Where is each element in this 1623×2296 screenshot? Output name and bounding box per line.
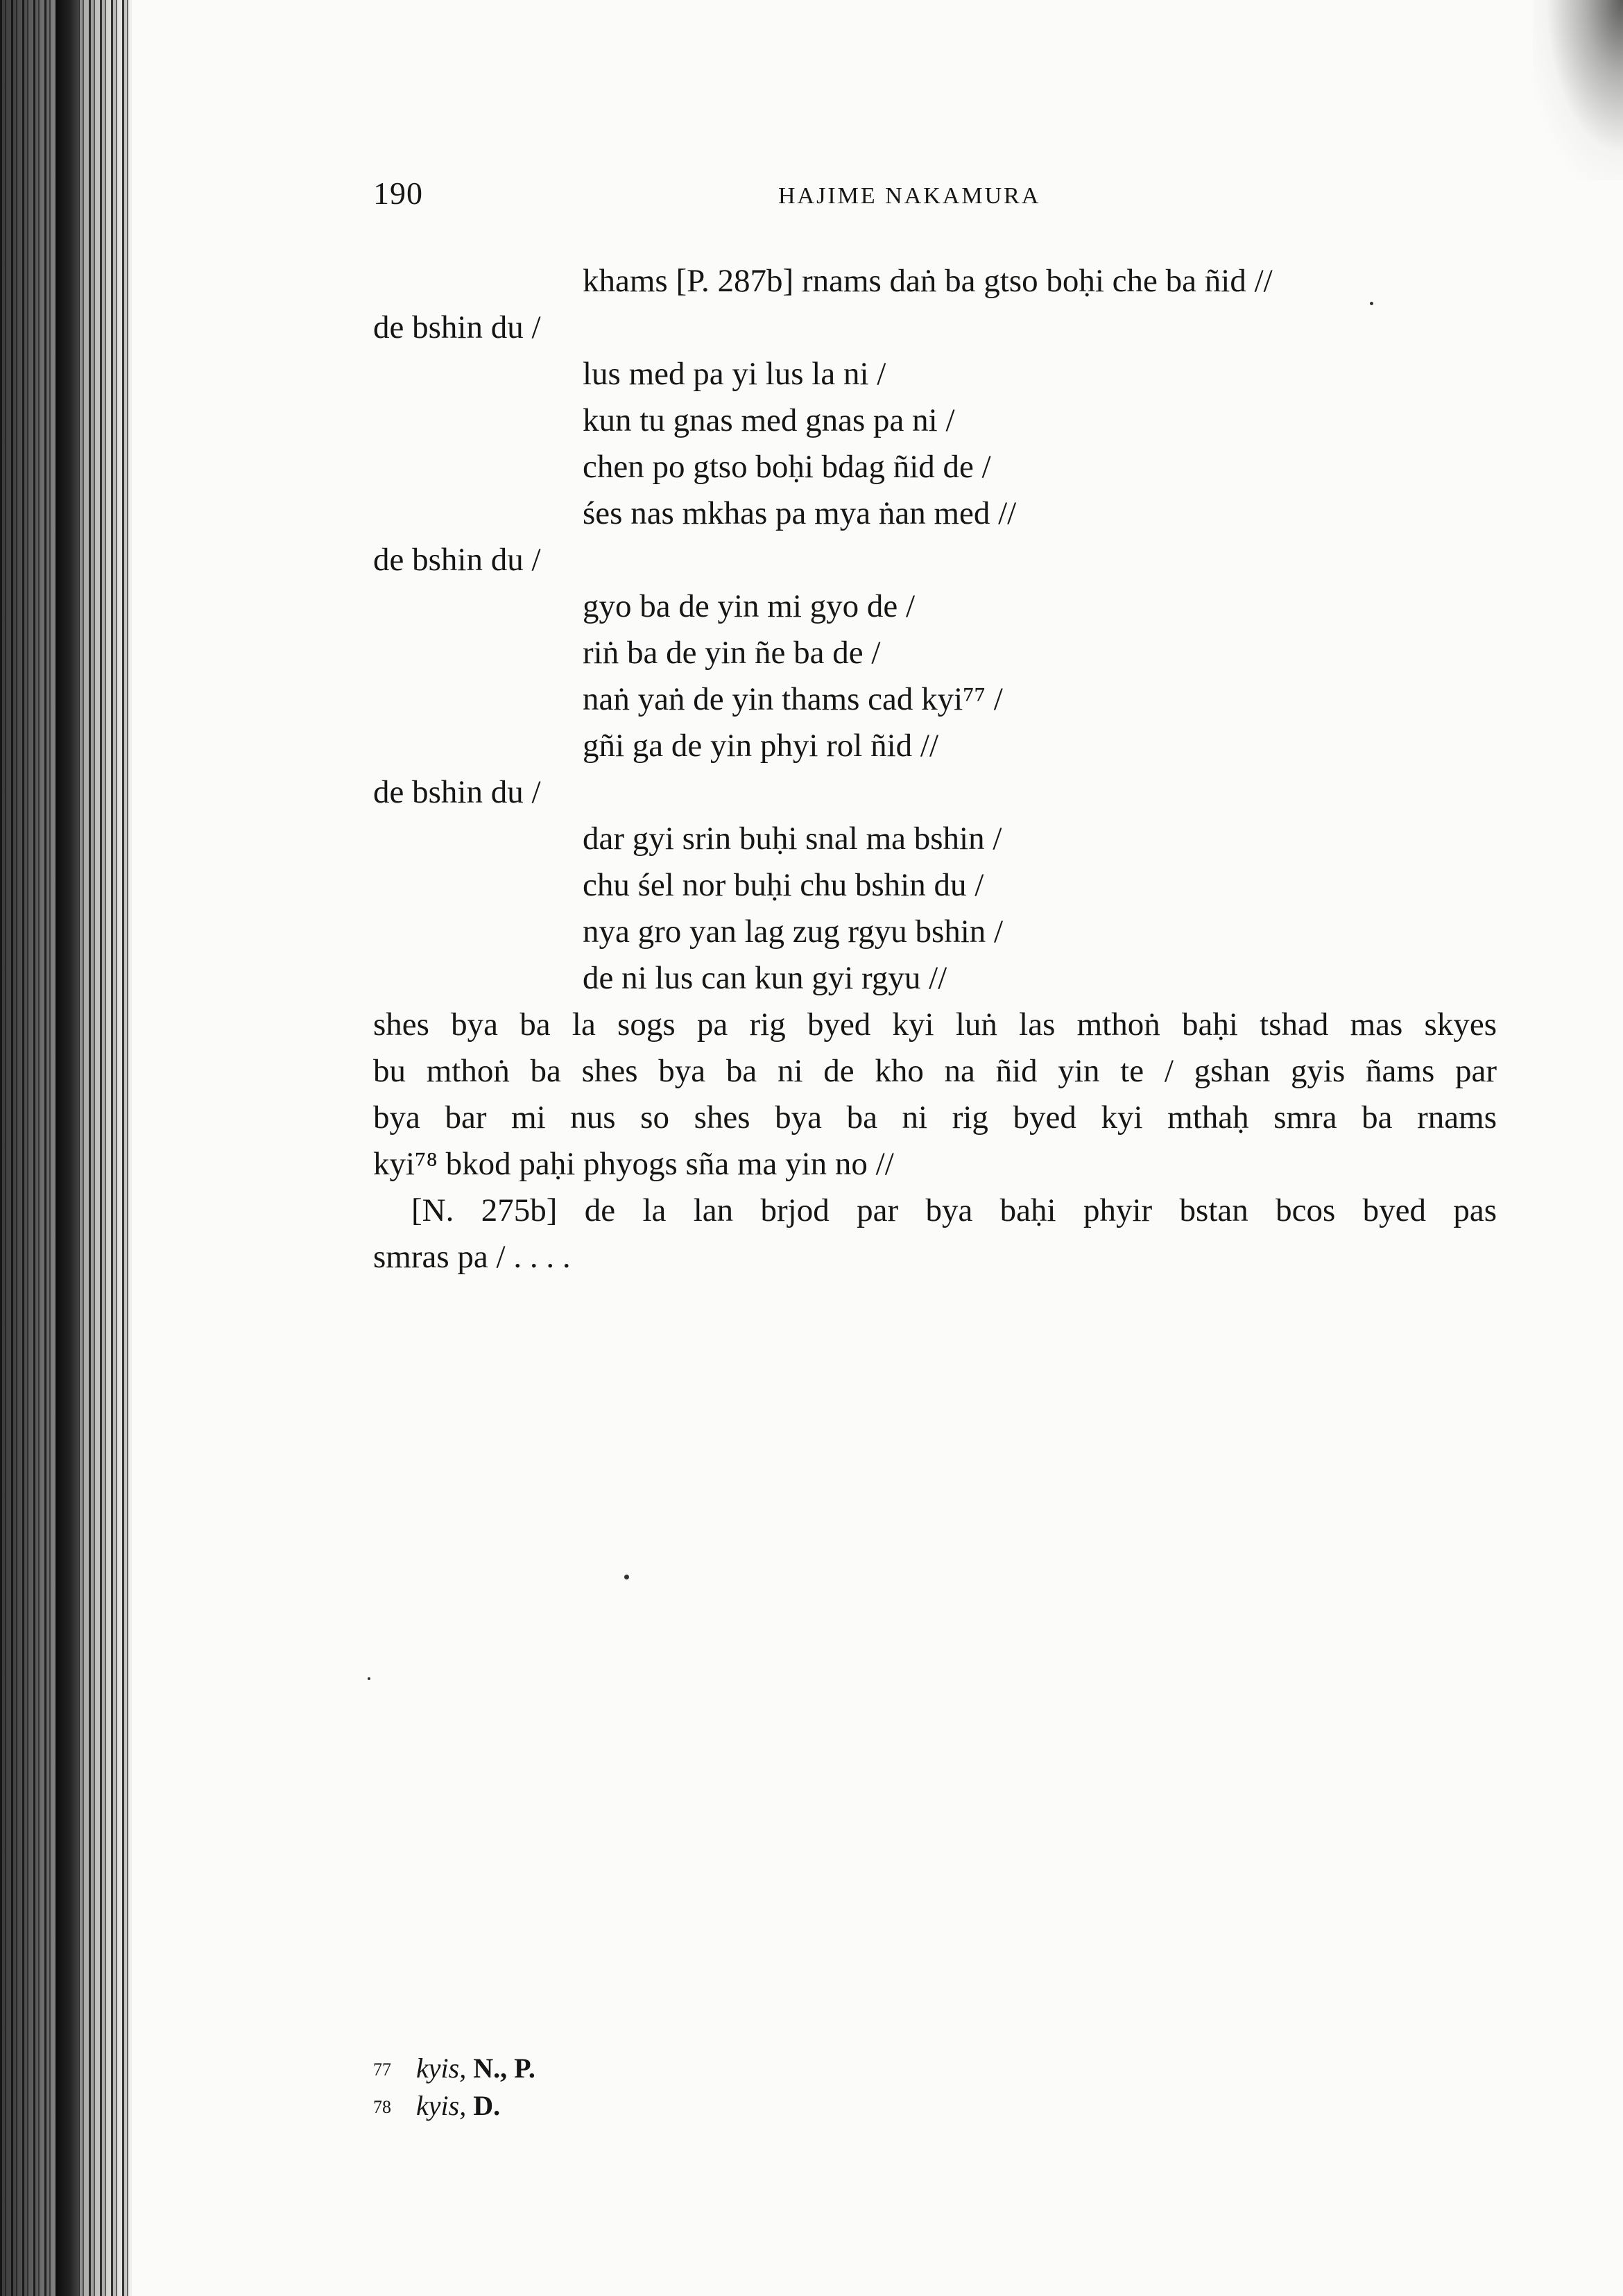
verse-line: kun tu gnas med gnas pa ni / (583, 402, 955, 438)
footnote-number: 78 (373, 2097, 391, 2117)
verse-line: śes nas mkhas pa mya ṅan med // (583, 495, 1017, 531)
verse-line: naṅ yaṅ de yin thams cad kyi⁷⁷ / (583, 681, 1003, 717)
footnote-variant: kyis, (416, 2090, 467, 2121)
verse-line: gñi ga de yin phyi rol ñid // (583, 728, 939, 764)
verse-line: chen po gtso boḥi bdag ñid de / (583, 449, 991, 485)
page-number: 190 (373, 175, 423, 211)
footnote-source: D. (473, 2090, 501, 2121)
verse-line: nya gro yan lag zug rgyu bshin / (583, 914, 1004, 950)
verse-line: gyo ba de yin mi gyo de / (583, 588, 916, 624)
footnote-78 (373, 2087, 997, 2125)
footnote-77 (373, 2050, 997, 2087)
scan-speck (624, 1575, 629, 1579)
book-binding-shadow (0, 0, 132, 2296)
scan-corner-shadow (1533, 0, 1623, 180)
verse-line: chu śel nor buḥi chu bshin du / (583, 867, 984, 903)
prose-line: bu mthoṅ ba shes bya ba ni de kho na ñid yin te / gshan gyis ñams par (373, 1053, 1497, 1089)
verse-line: lus med pa yi lus la ni / (583, 356, 886, 392)
footnote-variant: kyis, (416, 2053, 467, 2084)
page-header (373, 175, 1455, 223)
verse-line: dar gyi srin buḥi snal ma bshin / (583, 821, 1002, 857)
footnote-source: N., P. (473, 2053, 535, 2084)
prose-line: [N. 275b] de la lan brjod par bya baḥi phyir bstan bcos byed pas (411, 1192, 1497, 1228)
text-line: de bshin du / (373, 309, 541, 345)
text-line: de bshin du / (373, 542, 541, 578)
running-head: HAJIME NAKAMURA (778, 183, 1041, 209)
verse-line: de ni lus can kun gyi rgyu // (583, 960, 947, 996)
text-line: khams [P. 287b] rnams daṅ ba gtso boḥi che ba ñid // (583, 263, 1273, 299)
prose-line: bya bar mi nus so shes bya ba ni rig byed kyi mthaḥ smra ba rnams (373, 1099, 1497, 1136)
verse-line: riṅ ba de yin ñe ba de / (583, 635, 881, 671)
footnote-number: 77 (373, 2059, 391, 2080)
scan-speck (368, 1677, 370, 1680)
prose-line: smras pa / . . . . (373, 1239, 571, 1275)
body-text (373, 258, 1497, 1280)
prose-line: kyi⁷⁸ bkod paḥi phyogs sña ma yin no // (373, 1146, 894, 1182)
prose-line: shes bya ba la sogs pa rig byed kyi luṅ las mthoṅ baḥi tshad mas skyes (373, 1006, 1497, 1043)
gutter-strip (55, 0, 79, 2296)
footnotes (373, 2050, 997, 2125)
text-line: de bshin du / (373, 774, 541, 810)
